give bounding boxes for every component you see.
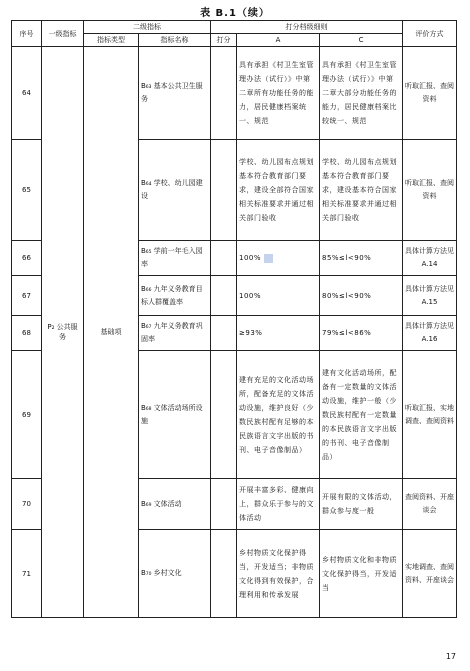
grade-a-desc: 建有充足的文化活动场所，配备充足的文体活动设施，维护良好（少数民族村配有足够的本民族语言文字出版的书刊、电子音像制品） xyxy=(237,351,320,479)
row-seq: 70 xyxy=(12,479,42,530)
grade-a-desc: 乡村物质文化保护得当，开发适当；非物质文化得到有效保护，合理利用和传承发展 xyxy=(237,530,320,618)
grade-a-desc: 开展丰富多彩、健康向上，群众乐于参与的文体活动 xyxy=(237,479,320,530)
header-grade-c: C xyxy=(320,34,403,47)
score-cell xyxy=(211,140,237,241)
grade-c-desc: 学校、幼儿园布点规划基本符合教育部门要求，建设基本符合国家相关标准要求并通过相关部门验收 xyxy=(320,140,403,241)
grade-a-desc: ≥93% xyxy=(237,316,320,351)
indicator-name: B₆₈ 文体活动场所设施 xyxy=(139,351,211,479)
grade-c-desc: 79%≤l<86% xyxy=(320,316,403,351)
score-cell xyxy=(211,351,237,479)
eval-method: 具体计算方法见 A.15 xyxy=(403,276,457,316)
indicator-name: B₆₅ 学前一年毛入园率 xyxy=(139,241,211,276)
grade-c-desc: 85%≤l<90% xyxy=(320,241,403,276)
score-cell xyxy=(211,241,237,276)
table-title: 表 B.1（续） xyxy=(200,8,270,19)
header-level2: 二级指标 xyxy=(84,21,211,34)
eval-method: 具体计算方法见 A.14 xyxy=(403,241,457,276)
grade-c-desc: 80%≤l<90% xyxy=(320,276,403,316)
indicator-name: B₆₃ 基本公共卫生服务 xyxy=(139,47,211,140)
grade-a-value: 100% xyxy=(239,254,262,262)
header-score-detail: 打分档级细则 xyxy=(211,21,403,34)
row-seq: 67 xyxy=(12,276,42,316)
indicator-name: B₆₆ 九年义务教育目标人群覆盖率 xyxy=(139,276,211,316)
eval-method: 听取汇报、查阅资料 xyxy=(403,140,457,241)
grade-a-desc: 具有承担《村卫生室管理办法（试行）》中第二章所有功能任务的能力，居民健康档案统一、规范 xyxy=(237,47,320,140)
score-cell xyxy=(211,530,237,618)
grade-a-desc: 100% xyxy=(237,276,320,316)
header-score: 打分 xyxy=(211,34,237,47)
eval-method: 查阅资料、开座谈会 xyxy=(403,479,457,530)
table-row xyxy=(12,47,457,140)
grade-c-desc: 建有文化活动场所，配备有一定数量的文体活动设施，维护一般（少数民族村配有一定数量的本民族语言文字出版的书刊、电子音像制品） xyxy=(320,351,403,479)
level1-cell: P₂ 公共服务 xyxy=(42,47,84,618)
grade-c-desc: 开展有限的文体活动，群众参与度一般 xyxy=(320,479,403,530)
indicator-name: B₆₄ 学校、幼儿园建设 xyxy=(139,140,211,241)
eval-method: 听取汇报、查阅资料 xyxy=(403,47,457,140)
evaluation-table xyxy=(11,20,457,618)
row-seq: 69 xyxy=(12,351,42,479)
grade-a-desc xyxy=(237,241,320,276)
header-seq: 序号 xyxy=(12,21,42,47)
page-number: 17 xyxy=(445,652,456,661)
header-type: 指标类型 xyxy=(84,34,139,47)
grade-a-desc: 学校、幼儿园布点规划基本符合教育部门要求，建设全部符合国家相关标准要求并通过相关部门验收 xyxy=(237,140,320,241)
row-seq: 68 xyxy=(12,316,42,351)
score-cell xyxy=(211,316,237,351)
header-eval: 评价方式 xyxy=(403,21,457,47)
grade-c-desc: 具有承担《村卫生室管理办法（试行）》中第二章大部分功能任务的能力，居民健康档案比较统一、规范 xyxy=(320,47,403,140)
eval-method: 实地调查、查阅资料、开座谈会 xyxy=(403,530,457,618)
header-grade-a: A xyxy=(237,34,320,47)
stamp-mark xyxy=(264,254,273,263)
indicator-name: B₆₇ 九年义务教育巩固率 xyxy=(139,316,211,351)
indicator-name: B₇₀ 乡村文化 xyxy=(139,530,211,618)
grade-c-desc: 乡村物质文化和非物质文化保护得当，开发适当 xyxy=(320,530,403,618)
row-seq: 71 xyxy=(12,530,42,618)
eval-method: 听取汇报、实地调查、查阅资料 xyxy=(403,351,457,479)
row-seq: 64 xyxy=(12,47,42,140)
eval-method: 具体计算方法见 A.16 xyxy=(403,316,457,351)
score-cell xyxy=(211,276,237,316)
row-seq: 66 xyxy=(12,241,42,276)
header-level1: 一级指标 xyxy=(42,21,84,47)
score-cell xyxy=(211,47,237,140)
indicator-name: B₆₉ 文体活动 xyxy=(139,479,211,530)
header-name: 指标名称 xyxy=(139,34,211,47)
score-cell xyxy=(211,479,237,530)
type-cell: 基础项 xyxy=(84,47,139,618)
row-seq: 65 xyxy=(12,140,42,241)
